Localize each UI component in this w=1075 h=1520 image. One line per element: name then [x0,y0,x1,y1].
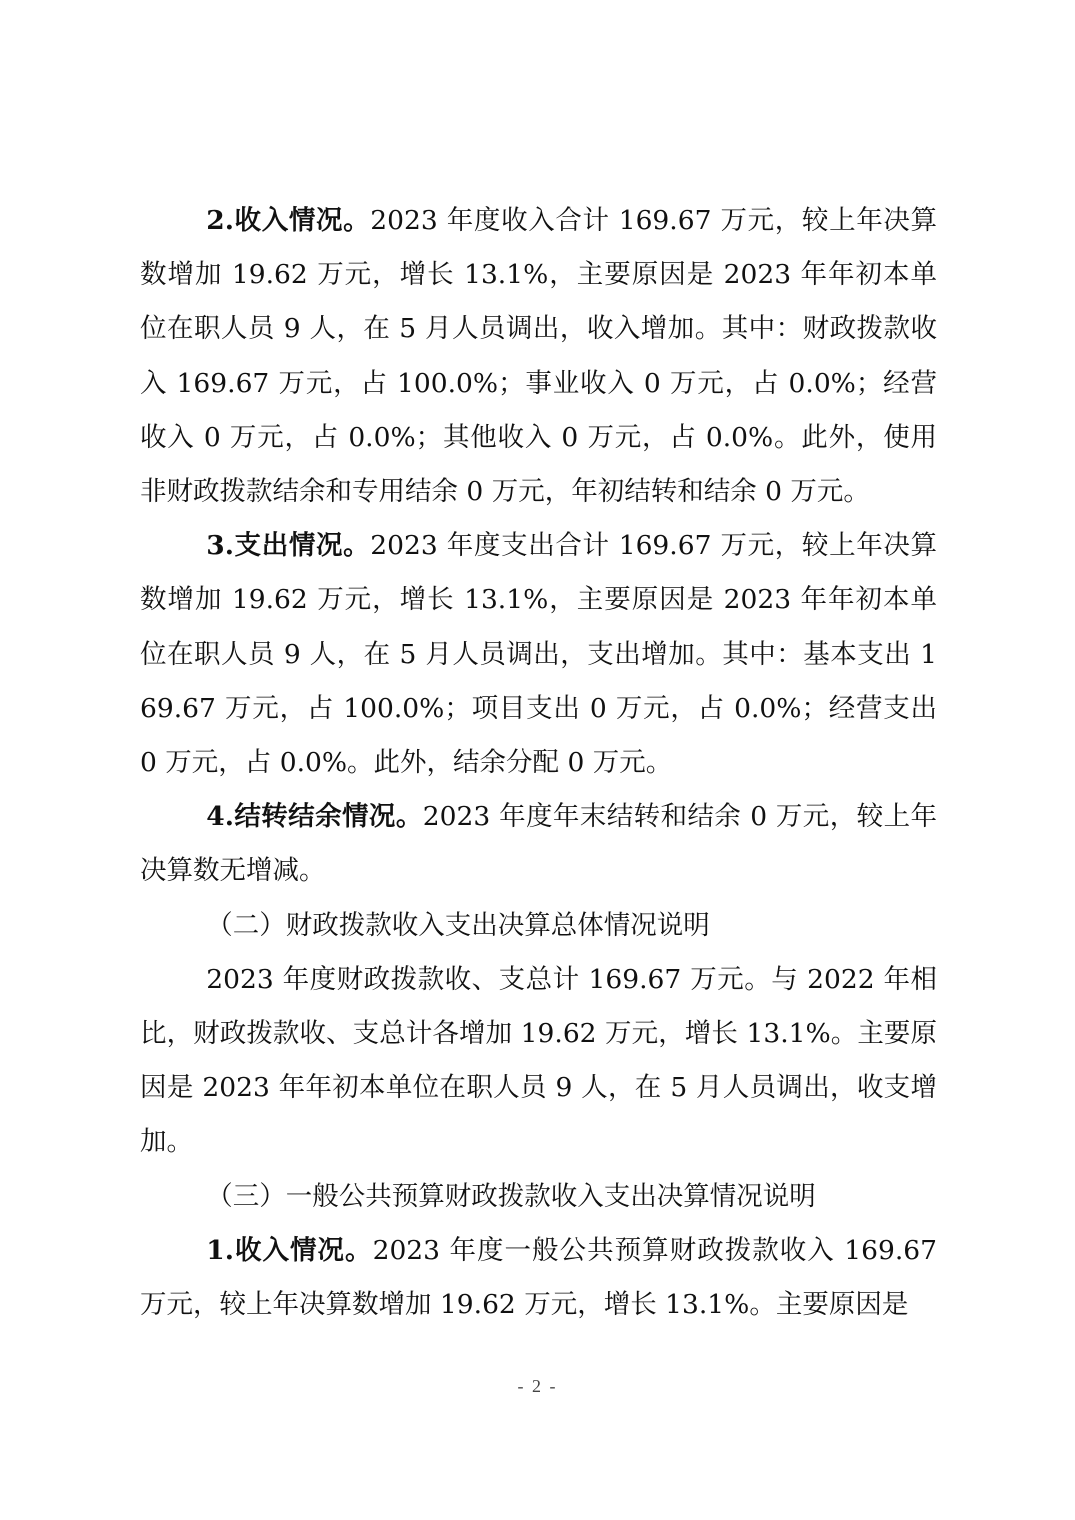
paragraph-carryover [140,790,937,898]
paragraph-text: 2023 年度收入合计 169.67 万元，较上年决算数增加 19.62 万元，增长 13.1%，主要原因是 2023 年年初本单位在职人员 9 人，在 5 月人员调出，收入增加。其中：财政拨款收入 169.67 万元，占 100.0%；事业收入 0 万元，占 0.0%；经营收入 0 万元，占 0.0%；其他收入 0 万元，占 0.0%。此外，使用非财政拨款结余和专用结余 0 万元，年初结转和结余 0 万元。 [140,205,938,508]
paragraph-section-3-income [140,1224,937,1332]
paragraph-lead: 4.结转结余情况。 [206,801,423,833]
paragraph-lead: 3.支出情况。 [206,530,371,562]
paragraph-income [140,194,937,519]
paragraph-text: 2023 年度支出合计 169.67 万元，较上年决算数增加 19.62 万元，增长 13.1%，主要原因是 2023 年年初本单位在职人员 9 人，在 5 月人员调出，支出增加。其中：基本支出 169.67 万元，占 100.0%；项目支出 0 万元，占 0.0%；经营支出 0 万元，占 0.0%。此外，结余分配 0 万元。 [140,530,938,779]
page-body [140,194,937,1332]
paragraph-lead: 2.收入情况。 [206,205,371,236]
section-title-3: （三）一般公共预算财政拨款收入支出决算情况说明 [206,1180,816,1212]
section-title-2: （二）财政拨款收入支出决算总体情况说明 [206,909,710,941]
paragraph-lead: 1.收入情况。 [206,1234,373,1266]
paragraph-text: 2023 年度一般公共预算财政拨款收入 169.67 万元，较上年决算数增加 19.62 万元，增长 13.1%。主要原因是 [140,1234,937,1321]
page-number: - 2 - [517,1376,558,1396]
paragraph-section-2: 2023 年度财政拨款收、支总计 169.67 万元。与 2022 年相比，财政拨款收、支总计各增加 19.62 万元，增长 13.1%。主要原因是 2023 年年初本单位在职人员 9 人，在 5 月人员调出，收支增加。 [140,963,937,1158]
paragraph-expenditure [140,519,937,790]
paragraph-text: 2023 年度年末结转和结余 0 万元，较上年决算数无增减。 [140,801,937,887]
